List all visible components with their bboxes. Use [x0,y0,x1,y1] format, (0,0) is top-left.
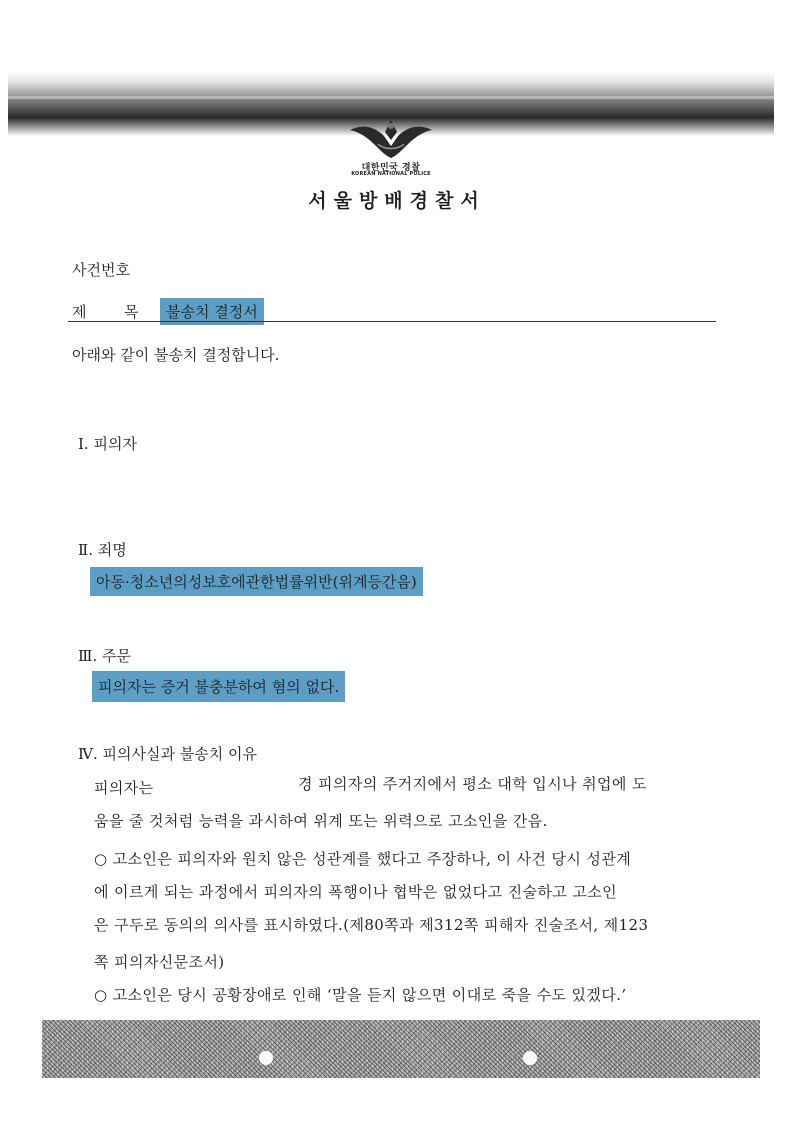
body-line-4: 에 이르게 되는 과정에서 피의자의 폭행이나 협박은 없었다고 진술하고 고소인 [94,883,617,901]
body-line-3: ○ 고소인은 피의자와 원치 않은 성관계를 했다고 주장하나, 이 사건 당시 성관계 [94,850,632,868]
emblem-name-ko: 대한민국 경찰 [361,163,421,173]
scan-shadow-streak [8,96,774,99]
body-line-6: 쪽 피의자신문조서) [94,953,225,971]
intro-text: 아래와 같이 불송치 결정합니다. [72,346,280,364]
punch-hole-right [523,1051,537,1065]
section-2-heading: Ⅱ. 죄명 [78,541,127,559]
body-line-1b: 경 피의자의 주거지에서 평소 대학 입시나 취업에 도 [298,775,647,793]
case-number-label: 사건번호 [72,261,130,279]
charge-value: 아동·청소년의성보호에관한법률위반(위계등간음) [90,567,423,596]
punch-hole-left [259,1051,273,1065]
body-line-5: 은 구두로 동의의 의사를 표시하였다.(제80쪽과 제312쪽 피해자 진술조서, 제123 [94,916,649,934]
subject-label-1: 제 [72,303,87,321]
emblem-name-en: KOREAN NATIONAL POLICE [351,171,431,177]
body-line-7: ○ 고소인은 당시 공황장애로 인해 ‘말을 듣지 않으면 이대로 죽을 수도 있겠다.’ [94,986,627,1004]
disposition-value: 피의자는 증거 불충분하여 혐의 없다. [92,671,345,702]
scan-bottom-noise [42,1020,760,1078]
section-4-heading: Ⅳ. 피의사실과 불송치 이유 [78,745,257,763]
body-line-2: 움을 줄 것처럼 능력을 과시하여 위계 또는 위력으로 고소인을 간음. [94,812,548,830]
subject-label-2: 목 [124,303,139,321]
body-line-1a: 피의자는 [94,779,154,797]
header-divider [68,321,716,322]
subject-value: 불송치 결정서 [160,298,264,325]
police-emblem-icon [348,116,434,160]
section-1-heading: Ⅰ. 피의자 [78,435,137,453]
station-title: 서울방배경찰서 [308,190,486,212]
section-3-heading: Ⅲ. 주문 [78,647,131,665]
